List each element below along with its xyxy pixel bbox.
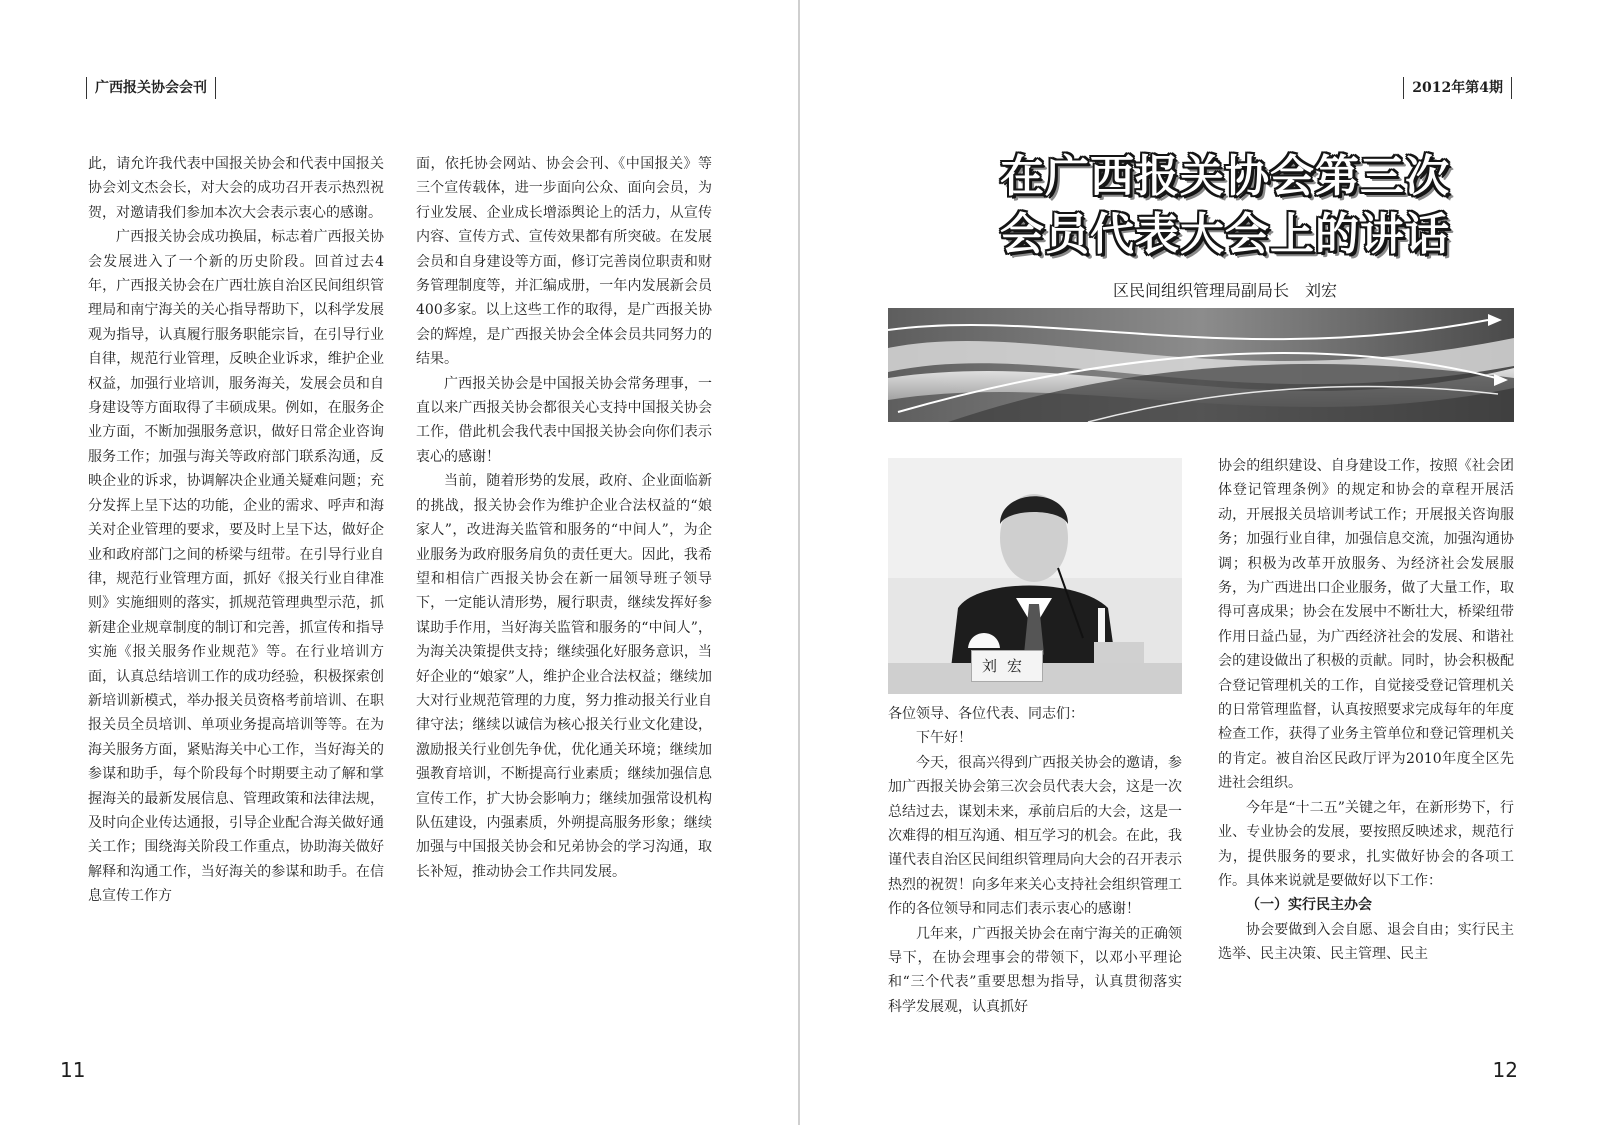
journal-title: 广西报关协会会刊 [95,80,207,96]
paragraph: 广西报关协会是中国报关协会常务理事，一直以来广西报关协会都很关心支持中国报关协会工作，借此机会我代表中国报关协会向你们表示衷心的感谢！ [416,375,712,465]
paragraph: 当前，随着形势的发展，政府、企业面临新的挑战，报关协会作为维护企业合法权益的“娘家人”，改进海关监管和服务的“中间人”，为企业服务为政府服务肩负的责任更大。因此，我希望和相信广西报关协会在新一届领导班子领导下，一定能认清形势，履行职责，继续发挥好参谋助手作用，当好海关监管和服务的“中间人”，为海关决策提供支持；继续强化好服务意识，当好企业的“娘家”人，维护企业合法权益；继续加大对行业规范管理的力度，努力推动报关行业自律守法；继续以诚信为核心报关行业文化建设，激励报关行业创先争优，优化通关环境；继续加强教育培训，不断提高行业素质；继续加强信息宣传工作，扩大协会影响力；继续加强常设机构队伍建设，内强素质，外朔提高服务形象；继续加强与中国报关协会和兄弟协会的学习沟通，取长补短，推动协会工作共同发展。 [416,473,712,880]
section-heading: （一）实行民主办会 [1246,897,1372,914]
paragraph: 广西报关协会成功换届，标志着广西报关协会发展进入了一个新的历史阶段。回首过去4年，广西报关协会在广西壮族自治区民间组织管理局和南宁海关的关心指导帮助下，以科学发展观为指导，认真履行服务职能宗旨，在引导行业自律，规范行业管理，反映企业诉求，维护企业权益，加强行业培训，服务海关，发展会员和自身建设等方面取得了丰硕成果。例如，在服务企业方面，不断加强服务意识，做好日常企业咨询服务工作；加强与海关等政府部门联系沟通，反映企业的诉求，协调解决企业通关疑难问题；充分发挥上呈下达的功能，企业的需求、呼声和海关对企业管理的要求，要及时上呈下达，做好企业和政府部门之间的桥梁与纽带。在引导行业自律，规范行业管理方面，抓好《报关行业自律准则》实施细则的落实，抓规范管理典型示范，抓新建企业规章制度的制订和完善，抓宣传和指导实施《报关服务作业规范》等。在行业培训方面，认真总结培训工作的成功经验，积极探索创新培训新模式，举办报关员资格考前培训、在职报关员全员培训、单项业务提高培训等等。在为海关服务方面，紧贴海关中心工作，当好海关的参谋和助手，每个阶段每个时期要主动了解和掌握海关的最新发展信息、管理政策和法律法规，及时向企业传达通报，引导企业配合海关做好通关工作；围绕海关阶段工作重点，协助海关做好解释和沟通工作，当好海关的参谋和助手。在信息宣传工作方 [88,229,384,905]
rule [215,77,216,99]
name-placard: 刘宏 [971,650,1043,682]
paragraph: 今天，很高兴得到广西报关协会的邀请，参加广西报关协会第三次会员代表大会，这是一次总结过去，谋划未来，承前启后的大会，这是一次难得的相互沟通、相互学习的机会。在此，我谨代表自治区民间组织管理局向大会的召开表示热烈的祝贺！向多年来关心支持社会组织管理工作的各位领导和同志们表示衷心的感谢！ [888,754,1182,918]
right-page [800,0,1600,1125]
running-head [1403,75,1512,101]
swoosh-graphic [888,308,1514,422]
paragraph: 协会的组织建设、自身建设工作，按照《社会团体登记管理条例》的规定和协会的章程开展活动，开展报关员培训考试工作；开展报关咨询服务；加强行业自律，加强信息交流，加强沟通协调；积极为改革开放服务、为经济社会发展服务，为广西进出口企业服务，做了大量工作，取得可喜成果；协会在发展中不断壮大，桥梁纽带作用日益凸显，为广西经济社会的发展、和谐社会的建设做出了积极的贡献。同时，协会积极配合登记管理机关的工作，自觉接受登记管理机关的日常管理监督，认真按照要求完成每年的年度检查工作，获得了业务主管单位和登记管理机关的肯定。被自治区民政厅评为2010年度全区先进社会组织。 [1218,458,1514,792]
paragraph: 此，请允许我代表中国报关协会和代表中国报关协会刘文杰会长，对大会的成功召开表示热烈祝贺，对邀请我们参加本次大会表示衷心的感谢。 [88,156,384,221]
author-byline: 区民间组织管理局副局长 刘宏 [1112,281,1337,300]
text-column-left [888,702,1182,1019]
decorative-swoosh-banner [888,308,1514,422]
paragraph: 几年来，广西报关协会在南宁海关的正确领导下，在协会理事会的带领下，以邓小平理论和“三个代表”重要思想为指导，认真贯彻落实科学发展观，认真抓好 [888,925,1182,1015]
paragraph: 今年是“十二五”关键之年，在新形势下，行业、专业协会的发展，要按照反映述求，规范行为，提供服务的要求，扎实做好协会的各项工作。具体来说就是要做好以下工作： [1218,799,1514,889]
greeting: 下午好！ [916,730,972,747]
issue-label: 2012年第4期 [1412,80,1503,96]
running-head [86,75,216,101]
paragraph: 面，依托协会网站、协会会刊、《中国报关》等三个宣传载体，进一步面向公众、面向会员，为行业发展、企业成长增添舆论上的活力，从宣传内容、宣传方式、宣传效果都有所突破。在发展会员和自身建设等方面，修订完善岗位职责和财务管理制度等，并汇编成册，一年内发展新会员400多家。以上这些工作的取得，是广西报关协会的辉煌，是广西报关协会全体会员共同努力的结果。 [416,156,712,368]
speaker-photo [888,458,1182,694]
title-line: 在广西报关协会第三次 [1000,151,1450,202]
rule [1511,77,1512,99]
text-column-right [1218,454,1514,967]
text-column-2 [416,152,712,884]
salutation: 各位领导、各位代表、同志们： [888,706,1084,722]
page-number: 11 [60,1058,86,1082]
title-line: 会员代表大会上的讲话 [1000,209,1450,260]
text-column-1 [88,152,384,909]
article-title [940,148,1510,264]
page-number: 12 [1492,1058,1518,1082]
paragraph: 协会要做到入会自愿、退会自由；实行民主选举、民主决策、民主管理、民主 [1218,921,1514,963]
